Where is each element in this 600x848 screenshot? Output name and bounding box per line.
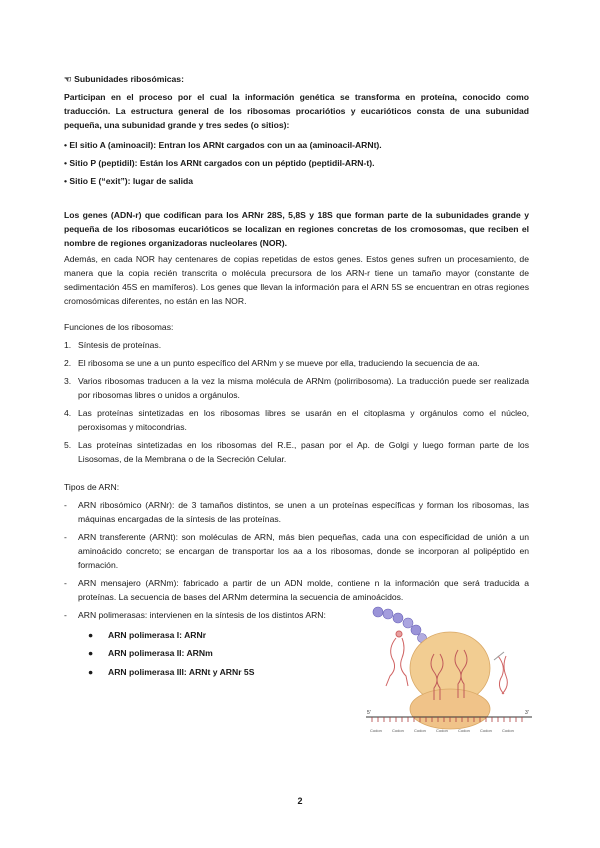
ribosome-translation-figure [366,604,532,750]
polymerase-item: ● ARN polimerasa II: ARNm [88,648,213,658]
list-item: - ARN ribosómico (ARNr): de 3 tamaños distintos, se unen a un proteínas específicas y forman los ribosomas, las máquinas encargadas de la síntesis de las proteínas. [64,500,529,524]
list-item: 3. Varios ribosomas traducen a la vez la misma molécula de ARNm (polirribosoma). La traducción puede ser realizada por ribosomas libres o unidos a orgánulos. [64,376,529,400]
nor-paragraph: Los genes (ADN-r) que codifican para los ARNr 28S, 5,8S y 18S que forman parte de la subunidades grande y pequeña de los ribosomas eucarióticos se localizan en regiones concretas de los cromosomas, que reciben el nombre de regiones organizadoras nucleolares (NOR). [64,210,529,248]
codon-label: Codon [458,728,470,733]
list-item: 2. El ribosoma se une a un punto específico del ARNm y se mueve por ella, traduciendo la secuencia de aa. [64,358,480,368]
list-item: 1. Síntesis de proteínas. [64,340,162,350]
list-item: - ARN mensajero (ARNm): fabricado a partir de un ADN molde, contiene n la información que será traducida a proteínas. La secuencia de bases del ARNm determina la secuencia de aminoácidos. [64,578,529,602]
mrna-3prime-label: 3' [525,710,529,716]
rna-types-heading: Tipos de ARN: [64,482,120,492]
list-item: - ARN polimerasas: intervienen en la síntesis de los distintos ARN: [64,610,326,620]
nor-paragraph-2: Además, en cada NOR hay centenares de copias repetidas de estos genes. Estos genes sufren un procesamiento, de manera que la copia recién transcrita o molécula precursora de los ARN-r tiene un tamaño mayor (constante de sedimentación 45S en mamíferos). Los genes que llevan la información para el ARN 5S se encuentran en otras regiones cromosómicas diferentes, no están en las NOR. [64,254,529,306]
outgoing-trna [494,652,507,694]
site-e-item: • Sitio E (“exit”): lugar de salida [64,176,194,186]
subunits-paragraph: Participan en el proceso por el cual la información genética se transforma en proteína, conocido como traducción. La estructura general de los ribosomas procariótios y eucarióticos consta de una subunidad pequeña, una subunidad grande y tres sedes (o sitios): [64,92,529,130]
codon-label: Codon [392,728,404,733]
list-item: 5. Las proteínas sintetizadas en los ribosomas del R.E., pasan por el Ap. de Golgi y luego forman parte de los Lisosomas, de la Membrana o de la Secreción Celular. [64,440,529,464]
list-item: 4. Las proteínas sintetizadas en los ribosomas libres se usarán en el citoplasma y orgánulos como el núcleo, peroxisomas y mitocondrias. [64,408,529,432]
site-p-item: • Sitio P (peptidil): Están los ARNt cargados con un péptido (peptidil-ARN-t). [64,158,375,168]
polymerase-item: ● ARN polimerasa III: ARNt y ARNr 5S [88,667,255,677]
list-item: - ARN transferente (ARNt): son moléculas de ARN, más bien pequeñas, cada una con especificidad de unión a un aminoácido concreto; se encargan de transportar los aa a los ribosomas, donde se incorporan al polipéptido en formación. [64,532,529,570]
pointing-hand-icon: ☜ [64,74,72,84]
site-a-item: • El sitio A (aminoacil): Entran los ARNt cargados con un aa (aminoacil-ARNt). [64,140,382,150]
functions-list [64,338,529,470]
mrna-5prime-label: 5' [367,710,371,716]
functions-heading: Funciones de los ribosomas: [64,322,174,332]
codon-label: Codon [436,728,448,733]
codon-label: Codon [480,728,492,733]
small-subunit [410,689,490,729]
codon-label: Codon [502,728,514,733]
codon-label: Codon [414,728,426,733]
incoming-trna [386,631,408,686]
page-number: 2 [297,796,303,806]
polymerase-item: ● ARN polimerasa I: ARNr [88,630,207,640]
codon-label: Codon [370,728,382,733]
subunits-heading: ☜ Subunidades ribosómicas: [64,74,184,84]
codon-labels [370,728,514,733]
